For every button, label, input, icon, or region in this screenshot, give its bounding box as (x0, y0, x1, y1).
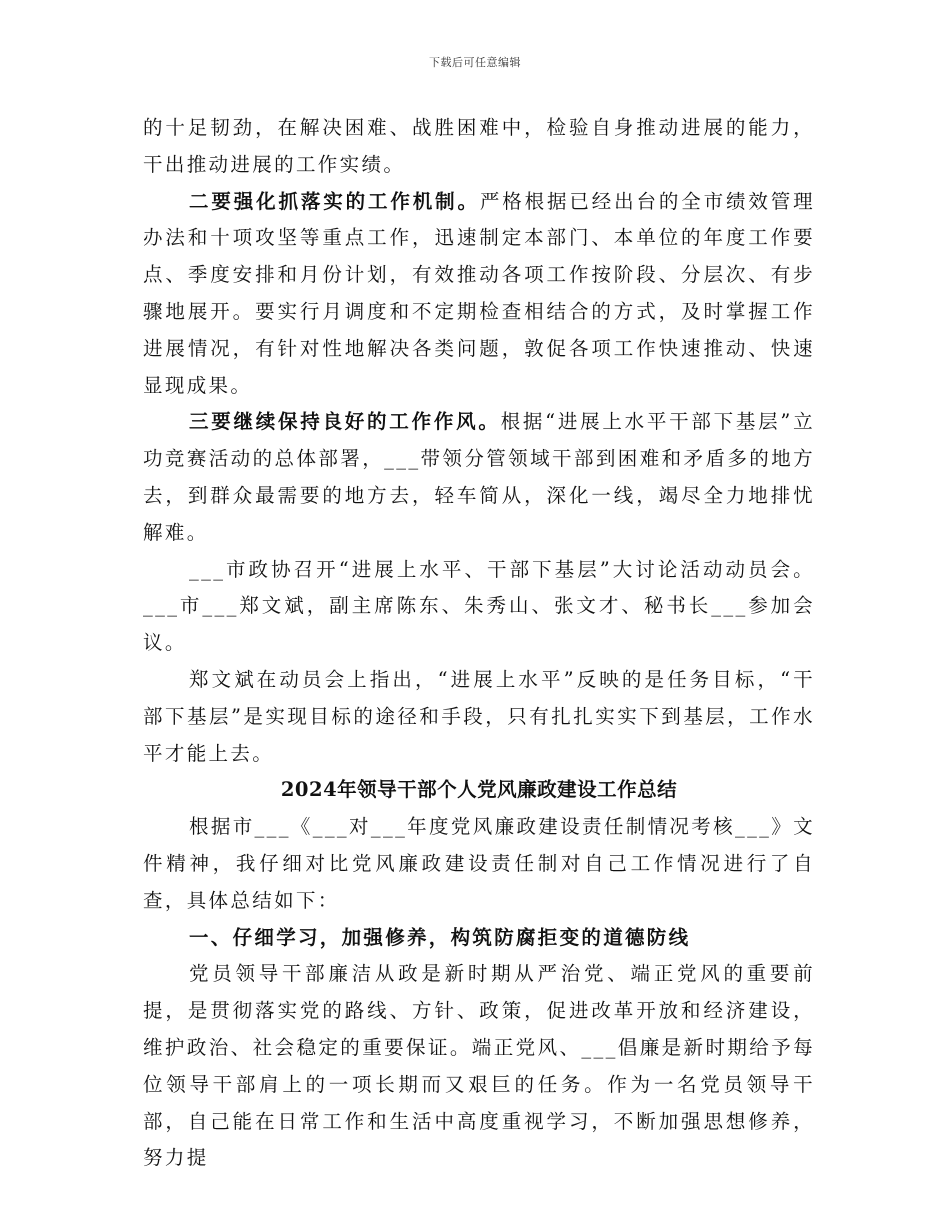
paragraph-text: 严格根据已经出台的全市绩效管理办法和十项攻坚等重点工作，迅速制定本部门、本单位的年度工作要点、季度安排和月份计划，有效推动各项工作按阶段、分层次、有步骤地展开。要实行月调度和不定期检查相结合的方式，及时掌握工作进展情况，有针对性地解决各类问题，敦促各项工作快速推动、快速显现成果。 (143, 189, 815, 397)
paragraph-text: 根据“进展上水平干部下基层”立功竞赛活动的总体部署，___带领分管领域干部到困难和矛盾多的地方去，到群众最需要的地方去，轻车简从，深化一线，竭尽全力地排忧解难。 (143, 410, 815, 544)
paragraph-continuation: 的十足韧劲，在解决困难、战胜困难中，检验自身推动进展的能力，干出推动进展的工作实绩。 (143, 116, 815, 176)
paragraph-work-style (143, 404, 815, 551)
paragraph-work-mechanism (143, 184, 815, 405)
document-body (143, 110, 815, 1177)
paragraph-lead: 二要强化抓落实的工作机制。 (189, 189, 480, 213)
paragraph-section-body: 党员领导干部廉洁从政是新时期从严治党、端正党风的重要前提，是贯彻落实党的路线、方针、政策，促进改革开放和经济建设，维护政治、社会稳定的重要保证。端正党风、___倡廉是新时期给予每位领导干部肩上的一项长期而又艰巨的任务。作为一名党员领导干部，自己能在日常工作和生活中高度重视学习，不断加强思想修养，努力提 (143, 962, 815, 1170)
paragraph-lead: 三要继续保持良好的工作作风。 (189, 410, 501, 434)
section-heading: 一、仔细学习，加强修养，构筑防腐拒变的道德防线 (189, 925, 691, 949)
paragraph-mobilization-meeting: ___市政协召开“进展上水平、干部下基层”大讨论活动动员会。___市___郑文斌，副主席陈东、朱秀山、张文才、秘书长___参加会议。 (143, 557, 815, 655)
document-title: 2024年领导干部个人党风廉政建设工作总结 (280, 778, 678, 802)
paragraph-intro: 根据市___《___对___年度党风廉政建设责任制情况考核___》文件精神，我仔细对比党风廉政建设责任制对自己工作情况进行了自查，具体总结如下： (143, 815, 815, 912)
page-header: 下载后可任意编辑 (429, 56, 521, 69)
paragraph-speech: 郑文斌在动员会上指出，“进展上水平”反映的是任务目标，“干部下基层”是实现目标的途径和手段，只有扎扎实实下到基层，工作水平才能上去。 (143, 667, 815, 765)
